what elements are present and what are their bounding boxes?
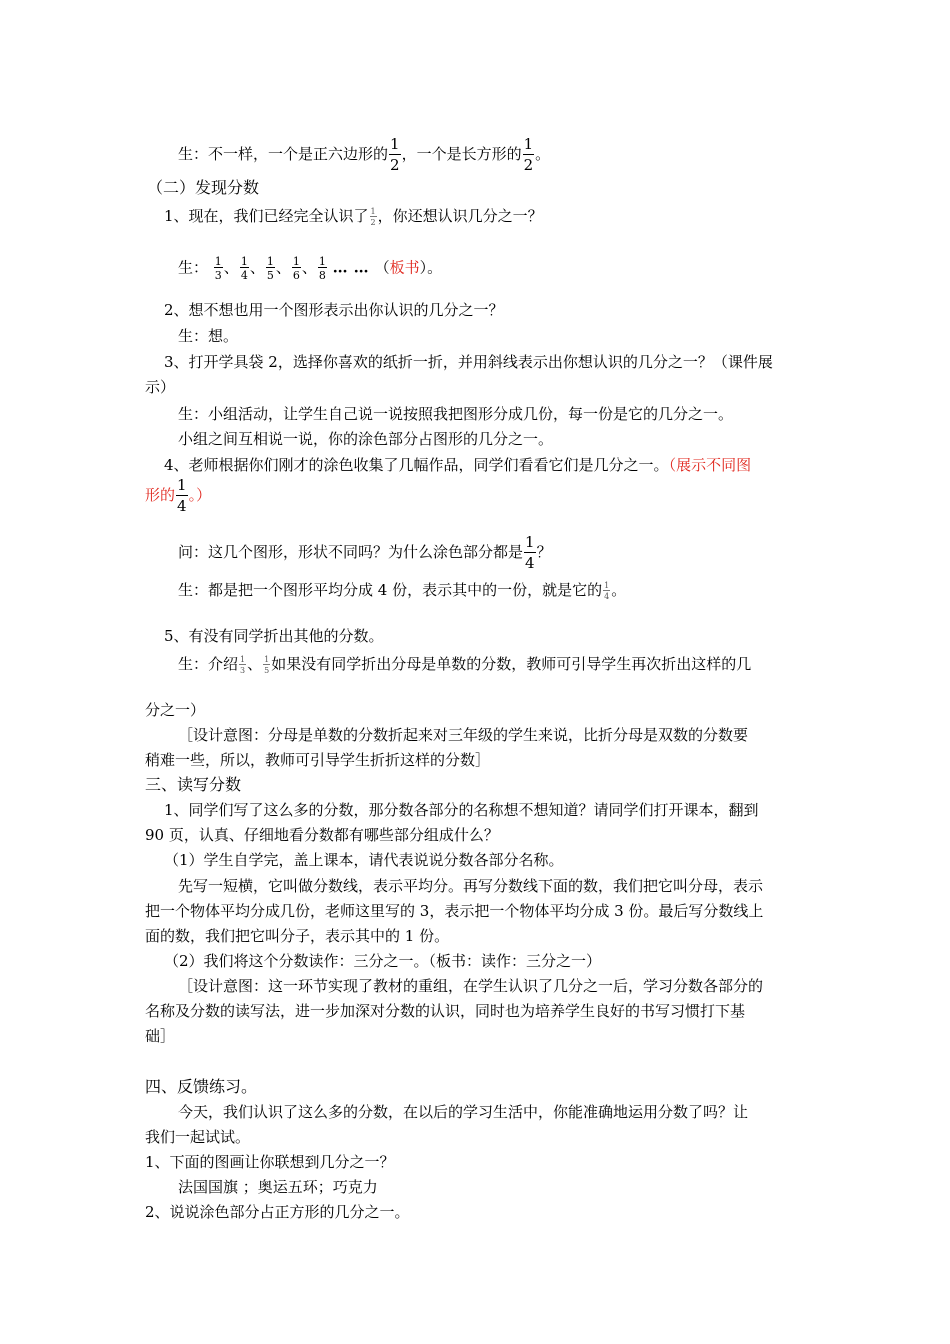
design-note-1: ［设计意图：分母是单数的分数折起来对三年级的学生来说，比折分母是双数的分数要: [178, 726, 749, 744]
text: 生：介绍: [178, 655, 239, 673]
para-question-4-cont: [145, 478, 211, 514]
text: 、: [301, 258, 317, 277]
text: 。: [611, 581, 627, 599]
ellipsis: ……: [332, 258, 375, 277]
fraction-sixth: $\frac{1}{6}$: [292, 255, 300, 282]
para-question-3: 3、打开学具袋 2，选择你喜欢的纸折一折，并用斜线表示出你想认识的几分之一？（课件展: [164, 353, 773, 371]
para-answer-3-cont: 小组之间互相说一说，你的涂色部分占图形的几分之一。: [178, 430, 554, 448]
text: 生：: [178, 258, 209, 277]
design-note-2-end: 础］: [145, 1027, 176, 1045]
para-read-explain-3: 面的数，我们把它叫分子，表示其中的 1 份。: [145, 927, 450, 945]
text: ，一个是长方形的: [401, 145, 522, 163]
red-note: （展示不同图: [668, 456, 752, 474]
para-question-2: 2、想不想也用一个图形表示出你认识的几分之一？: [164, 301, 504, 319]
fraction-third-small: $\frac{1}{3}$: [240, 654, 246, 675]
text: 。: [535, 145, 551, 163]
para-read-explain: 先写一短横，它叫做分数线，表示平均分。再写分数线下面的数，我们把它叫分母，表示: [178, 877, 764, 895]
para-read-1-sub: （1）学生自学完，盖上课本，请代表说说分数各部分名称。: [164, 851, 564, 869]
para-read-1: 1、同学们写了这么多的分数，那分数各部分的名称想不想知道？请同学们打开课本，翻到: [164, 801, 759, 819]
fraction-fifth: $\frac{1}{5}$: [266, 255, 274, 282]
para-answer-quarter: [178, 580, 626, 601]
fraction-third: $\frac{1}{3}$: [214, 255, 222, 282]
red-note: 形的: [145, 486, 176, 504]
fraction-quarter: $\frac{1}{4}$: [177, 476, 187, 515]
para-question-3-cont: 示）: [145, 378, 176, 396]
para-practice-intro-cont: 我们一起试试。: [145, 1128, 251, 1146]
text: ，你还想认识几分之一？: [377, 207, 543, 225]
text: 、: [223, 258, 239, 277]
para-question-5: 5、有没有同学折出其他的分数。: [164, 627, 384, 645]
para-read-2: （2）我们将这个分数读作：三分之一。（板书：读作：三分之一）: [164, 952, 602, 970]
fraction-quarter: $\frac{1}{4}$: [525, 533, 535, 572]
text: ？: [536, 543, 552, 561]
text: 如果没有同学折出分母是单数的分数，教师可引导学生再次折出这样的几: [271, 655, 752, 673]
fraction-fifth-small: $\frac{1}{5}$: [264, 654, 270, 675]
section-heading-discover: （二）发现分数: [147, 178, 260, 197]
fraction-quarter: $\frac{1}{4}$: [240, 255, 248, 282]
text: 4、老师根据你们刚才的涂色收集了几幅作品，同学们看看它们是几分之一。: [164, 456, 669, 474]
text: 、: [249, 258, 265, 277]
fraction-quarter-small: $\frac{1}{4}$: [604, 580, 610, 601]
text: 生：不一样，一个是正六边形的: [178, 145, 389, 163]
section-heading-read-write: 三、读写分数: [145, 775, 242, 794]
para-answer-shapes: [178, 137, 550, 173]
design-note-1-cont: 稍难一些，所以，教师可引导学生折折这样的分数］: [145, 751, 491, 769]
text: （: [374, 258, 390, 277]
para-read-explain-2: 把一个物体平均分成几份，老师这里写的 3，表示把一个物体平均分成 3 份。最后写分数线上: [145, 902, 764, 920]
para-question-4: [164, 455, 751, 475]
design-note-2: ［设计意图：这一环节实现了教材的重组，在学生认识了几分之一后，学习分数各部分的: [178, 977, 764, 995]
para-answer-5: [178, 654, 751, 675]
exercise-1: 1、下面的图画让你联想到几分之一？: [145, 1153, 395, 1171]
para-answer-5-cont: 分之一）: [145, 701, 206, 719]
para-student-fractions: [178, 256, 442, 281]
text: 、: [275, 258, 291, 277]
red-note: 。）: [188, 486, 212, 504]
section-heading-practice: 四、反馈练习。: [145, 1077, 258, 1096]
text: 生：都是把一个图形平均分成 4 份，表示其中的一份，就是它的: [178, 581, 603, 599]
text: ）。: [419, 258, 443, 277]
design-note-2-cont: 名称及分数的读写法，进一步加深对分数的认识，同时也为培养学生良好的书写习惯打下基: [145, 1002, 746, 1020]
fraction-half-small: $\frac{1}{2}$: [370, 206, 376, 227]
para-question-1: [164, 206, 543, 227]
text: 、: [247, 655, 263, 673]
para-ask: [178, 535, 552, 571]
fraction-eighth: $\frac{1}{8}$: [318, 255, 326, 282]
para-read-1-cont: 90 页，认真、仔细地看分数都有哪些部分组成什么？: [145, 826, 499, 844]
fraction-half: $\frac{1}{2}$: [390, 135, 400, 174]
text: 问：这几个图形，形状不同吗？为什么涂色部分都是: [178, 543, 524, 561]
fraction-half: $\frac{1}{2}$: [523, 135, 534, 174]
para-practice-intro: 今天，我们认识了这么多的分数，在以后的学习生活中，你能准确地运用分数了吗？让: [178, 1103, 749, 1121]
exercise-2: 2、说说涂色部分占正方形的几分之一。: [145, 1203, 410, 1221]
para-answer-3: 生：小组活动，让学生自己说一说按照我把图形分成几份，每一份是它的几分之一。: [178, 405, 734, 423]
para-answer-2: 生：想。: [178, 327, 239, 345]
board-note: 板书: [389, 258, 420, 277]
text: 1、现在，我们已经完全认识了: [164, 207, 369, 225]
exercise-1-items: 法国国旗 ；奥运五环；巧克力: [178, 1178, 378, 1196]
